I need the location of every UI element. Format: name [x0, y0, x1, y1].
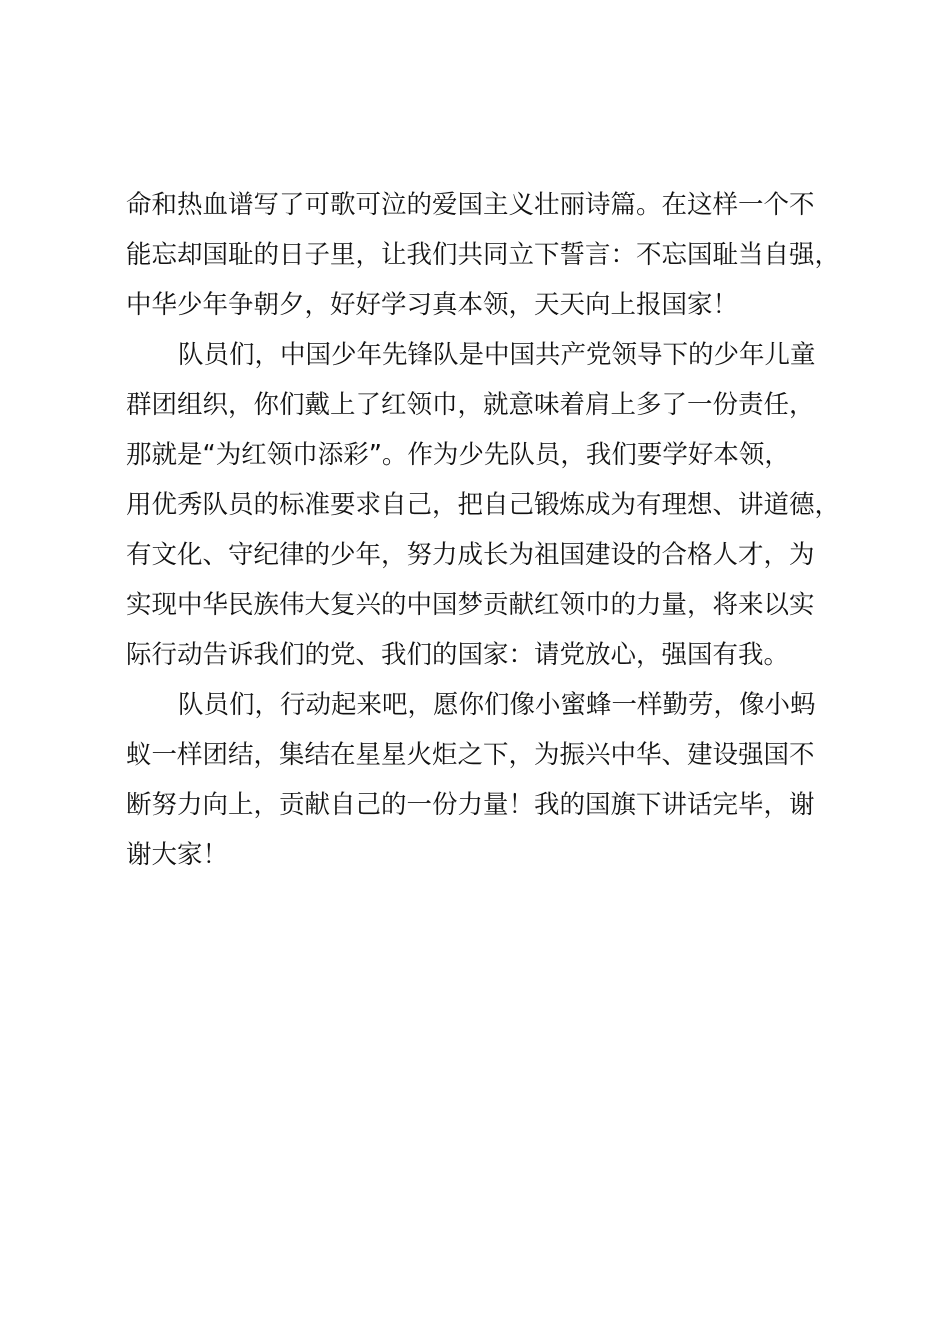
text-line: 蚁一样团结，集结在星星火炬之下，为振兴中华、建设强国不: [126, 740, 815, 770]
text-line: 实现中华民族伟大复兴的中国梦贡献红领巾的力量，将来以实: [126, 590, 815, 620]
text-line: 用优秀队员的标准要求自己，把自己锻炼成为有理想、讲道德，: [126, 490, 841, 520]
text-line: 断努力向上，贡献自己的一份力量！我的国旗下讲话完毕，谢: [126, 790, 815, 820]
text-line: 那就是“为红领巾添彩”。作为少先队员，我们要学好本领，: [126, 440, 790, 470]
paragraph-3: [126, 680, 866, 880]
text-line: 谢大家！: [126, 840, 229, 870]
text-line: 队员们，行动起来吧，愿你们像小蜜蜂一样勤劳，像小蚂: [178, 690, 816, 720]
text-line: 中华少年争朝夕，好好学习真本领，天天向上报国家！: [126, 290, 739, 320]
paragraph-1: [126, 180, 866, 330]
speech-text: [126, 180, 866, 880]
text-line: 有文化、守纪律的少年，努力成长为祖国建设的合格人才，为: [126, 540, 815, 570]
text-line: 能忘却国耻的日子里，让我们共同立下誓言：不忘国耻当自强，: [126, 240, 841, 270]
text-line: 队员们，中国少年先锋队是中国共产党领导下的少年儿童: [178, 340, 816, 370]
paragraph-2: [126, 330, 866, 680]
text-line: 群团组织，你们戴上了红领巾，就意味着肩上多了一份责任，: [126, 390, 815, 420]
text-line: 命和热血谱写了可歌可泣的爱国主义壮丽诗篇。在这样一个不: [126, 190, 815, 220]
text-line: 际行动告诉我们的党、我们的国家：请党放心，强国有我。: [126, 640, 790, 670]
